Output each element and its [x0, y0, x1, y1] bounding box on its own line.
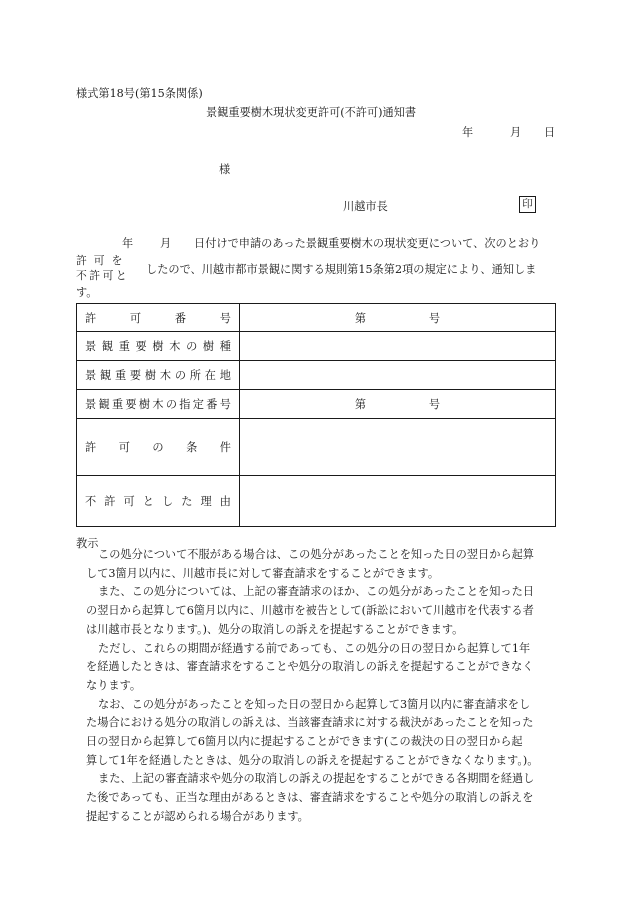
label-char: 木: [159, 369, 172, 382]
issuer-name: 川越市長: [343, 200, 388, 213]
label-char: 要: [129, 369, 142, 382]
label-char: し: [162, 495, 174, 508]
label-char: 在: [204, 369, 216, 382]
label-char: 理: [200, 495, 212, 508]
notice-line: ただし、これらの期間が経過する前であっても、この処分の日の翌日から起算して1年: [98, 641, 531, 655]
value-denial-reason[interactable]: [240, 476, 556, 527]
label-tree-species-text: [85, 338, 239, 354]
value-tree-location[interactable]: [240, 361, 556, 390]
value-suffix: 号: [428, 311, 441, 325]
notice-paragraph: [76, 546, 558, 583]
notice-line: の翌日から起算して6箇月以内に、川越市を被告として(訴訟において川越市を代表する者: [86, 604, 534, 618]
notice-line: を経過したときは、審査請求をすることや処分の取消しの訴えを提起することができなく: [86, 660, 534, 674]
notice-line: 算して1年を経過したときは、処分の取消しの訴えを提起することができなくなります。)。: [86, 753, 539, 767]
label-char: 樹: [202, 340, 215, 353]
label-char: の: [165, 398, 178, 411]
label-char: 可: [123, 495, 135, 508]
label-char: 樹: [152, 340, 164, 353]
notice-paragraph: [76, 640, 558, 696]
label-char: 許: [85, 311, 97, 325]
notice-line: して3箇月以内に、川越市長に対して審査請求をすることができます。: [86, 566, 440, 580]
value-suffix: 号: [428, 398, 441, 411]
seal-box: 印: [519, 196, 536, 213]
label-char: 許: [104, 495, 116, 508]
label-char: 重: [118, 340, 130, 353]
label-char: 番: [206, 398, 218, 411]
label-char: 観: [98, 398, 110, 411]
label-char: の: [186, 340, 198, 353]
label-char: 由: [219, 495, 231, 508]
value-permit-number[interactable]: [240, 304, 556, 332]
label-char: 番: [174, 311, 187, 325]
info-table: [76, 303, 556, 527]
notice-line: は川越市長となります。)、処分の取消しの訴えを提起することができます。: [86, 622, 464, 636]
label-permit-number: [77, 304, 240, 332]
notice-line: た場合における処分の取消しの訴えは、当該審査請求に対する裁決があったことを知った: [86, 716, 534, 730]
label-char: 指: [179, 398, 191, 411]
label-char: 所: [189, 369, 201, 382]
label-char: 許: [85, 441, 97, 454]
label-char: 種: [219, 340, 231, 353]
label-char: 件: [219, 441, 231, 454]
label-char: 観: [99, 369, 112, 382]
row-denial-reason: [77, 476, 556, 527]
date-year: 年: [462, 126, 474, 139]
value-tree-species[interactable]: [240, 332, 556, 361]
notice-line: 提起することが認められる場合があります。: [86, 809, 309, 823]
label-char: と: [142, 495, 154, 508]
label-char: た: [181, 495, 193, 508]
intro-tail: 日付けで申請のあった景観重要樹木の現状変更について、次のとおり: [194, 237, 541, 250]
label-char: の: [152, 441, 164, 454]
intro-line-3: す。: [76, 286, 98, 299]
intro-month: 月: [160, 237, 172, 250]
label-tree-location: [77, 361, 240, 390]
row-designation-number: [77, 390, 556, 419]
label-denial-reason-text: [85, 493, 239, 509]
label-permit-number-text: [85, 310, 239, 326]
notice-line: 日の翌日から起算して6箇月以内に提起することができます(この裁決の日の翌日から起: [86, 735, 523, 749]
row-permit-number: [77, 304, 556, 332]
addressee-suffix: 様: [219, 163, 231, 176]
notice-line: また、上記の審査請求や処分の取消しの訴えの提起をすることができる各期間を経過し: [98, 772, 535, 786]
label-designation-number: [77, 390, 240, 419]
label-char: 号: [219, 398, 231, 411]
label-char: 地: [219, 369, 231, 382]
label-denial-reason: [77, 476, 240, 527]
label-char: の: [174, 369, 187, 382]
value-prefix: 第: [354, 311, 367, 325]
intro-year: 年: [122, 237, 134, 250]
label-char: 景: [85, 340, 97, 353]
notice-paragraph: [76, 770, 558, 826]
notice-paragraph: [76, 583, 558, 639]
notice-paragraph: [76, 696, 558, 771]
label-char: 重: [111, 398, 124, 411]
label-char: 木: [152, 398, 164, 411]
label-char: 樹: [144, 369, 157, 382]
date-line: [462, 124, 555, 140]
value-prefix: 第: [354, 398, 367, 411]
label-permit-conditions: [77, 419, 240, 476]
label-char: 要: [135, 340, 147, 353]
label-char: 木: [169, 340, 181, 353]
label-char: 条: [186, 441, 198, 454]
label-char: 可: [118, 441, 130, 454]
document-title: 景観重要樹木現状変更許可(不許可)通知書: [206, 106, 417, 119]
intro-line-1: [122, 235, 540, 251]
label-char: 景: [85, 369, 97, 382]
choice-permit: 許可を: [76, 254, 130, 267]
notice-line: た後であっても、正当な理由があるときは、審査請求をすることや処分の取消しの訴えを: [86, 791, 534, 805]
notice-line: なります。: [86, 678, 142, 692]
row-tree-location: [77, 361, 556, 390]
label-char: 重: [114, 369, 127, 382]
date-day: 日: [544, 126, 556, 139]
date-month: 月: [510, 126, 522, 139]
label-char: 景: [85, 398, 97, 411]
label-tree-species: [77, 332, 240, 361]
notice-body: [76, 546, 558, 827]
label-permit-conditions-text: [85, 439, 239, 455]
value-permit-conditions[interactable]: [240, 419, 556, 476]
form-number: 様式第18号(第15条関係): [76, 87, 203, 100]
value-designation-number[interactable]: [240, 390, 556, 419]
label-char: 定: [192, 398, 204, 411]
row-tree-species: [77, 332, 556, 361]
notice-line: また、この処分については、上記の審査請求のほか、この処分があったことを知った日: [98, 585, 534, 599]
notice-line: この処分について不服がある場合は、この処分があったことを知った日の翌日から起算: [98, 548, 534, 561]
label-char: 号: [219, 311, 231, 325]
label-tree-location-text: [85, 367, 239, 383]
notice-line: なお、この処分があったことを知った日の翌日から起算して3箇月以内に審査請求をし: [98, 697, 531, 711]
row-permit-conditions: [77, 419, 556, 476]
label-char: 樹: [138, 398, 151, 411]
label-char: 観: [101, 340, 114, 353]
intro-line-2: したので、川越市都市景観に関する規則第15条第2項の規定により、通知しま: [146, 263, 537, 276]
label-char: 要: [125, 398, 137, 411]
label-designation-number-text: [85, 396, 239, 412]
notice-heading: 教示: [76, 537, 99, 550]
label-char: 可: [129, 311, 142, 325]
choice-deny: 不許可と: [76, 269, 130, 282]
label-char: 不: [85, 495, 97, 508]
